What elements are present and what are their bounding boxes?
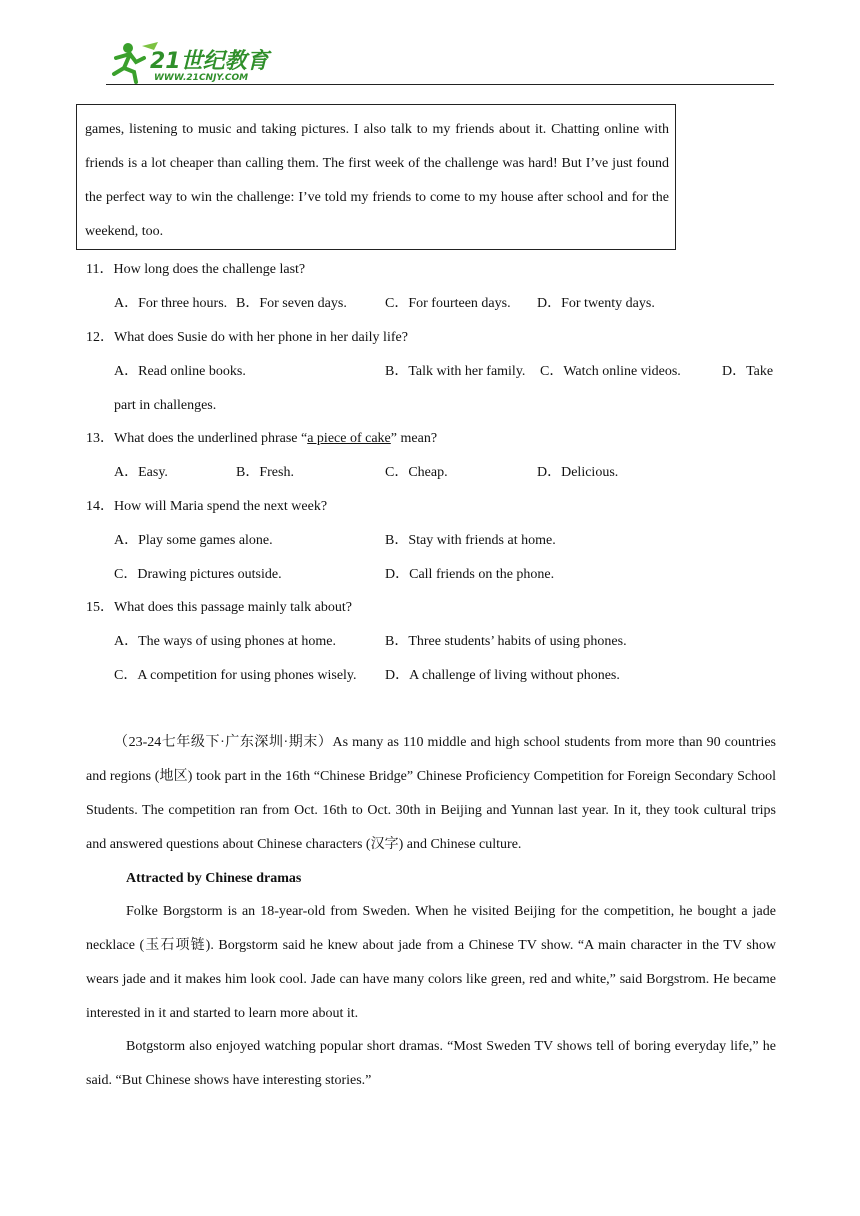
underlined-phrase: a piece of cake bbox=[307, 431, 391, 446]
question-11-option-c: C．For fourteen days. bbox=[385, 296, 511, 311]
passage2-paragraph-1: Folke Borgstorm is an 18-year-old from Sweden. When he visited Beijing for the competition, he bought a jade necklace (玉石项链). Borgstorm said he knew about jade from a Chinese TV show. “A main character in the TV show wears jade and it makes him look cool. Jade can have many colors like green, red and white,” said Borgstrom. He became interested in it and started to learn more about it. bbox=[86, 904, 776, 1021]
question-13-option-b: B．Fresh. bbox=[236, 465, 294, 480]
question-12-option-a: A．Read online books. bbox=[114, 364, 246, 379]
question-11-option-a: A．For three hours. bbox=[114, 296, 228, 311]
question-15-option-c: C．A competition for using phones wisely. bbox=[114, 668, 357, 683]
question-12-option-d-wrap: part in challenges. bbox=[114, 398, 217, 413]
question-13-option-d: D．Delicious. bbox=[537, 465, 619, 480]
question-12-option-d: D．Take bbox=[722, 364, 774, 379]
question-15-option-a: A．The ways of using phones at home. bbox=[114, 634, 337, 649]
question-12-option-c: C．Watch online videos. bbox=[540, 364, 681, 379]
question-12-stem: 12．What does Susie do with her phone in her daily life? bbox=[86, 330, 408, 345]
question-14-option-c: C．Drawing pictures outside. bbox=[114, 567, 282, 582]
question-13-stem-before: 13．What does the underlined phrase “ bbox=[86, 431, 308, 446]
question-15-option-b: B．Three students’ habits of using phones. bbox=[385, 634, 627, 649]
header-divider bbox=[106, 84, 774, 85]
passage-box-text: games, listening to music and taking pictures. I also talk to my friends about it. Chatting online with friends is a lot cheaper than calling them. The first week of the challenge was hard! But I’ve just found the perfect way to win the challenge: I’ve told my friends to come to my house after school and for the weekend, too. bbox=[85, 122, 669, 239]
question-11-option-d: D．For twenty days. bbox=[537, 296, 655, 311]
question-11-option-b: B．For seven days. bbox=[236, 296, 347, 311]
question-15-stem: 15．What does this passage mainly talk about? bbox=[86, 600, 352, 615]
question-13-option-c: C．Cheap. bbox=[385, 465, 448, 480]
site-logo bbox=[106, 40, 276, 84]
question-12-option-b: B．Talk with her family. bbox=[385, 364, 526, 379]
question-14-option-a: A．Play some games alone. bbox=[114, 533, 273, 548]
question-13-option-a: A．Easy. bbox=[114, 465, 168, 480]
passage2-intro: （23-24七年级下·广东深圳·期末）As many as 110 middle and high school students from more than 90 countries and regions (地区) took part in the 16th “Chinese Bridge” Chinese Proficiency Competition for Foreign Secondary School Students. The competition ran from Oct. 16th to Oct. 30th in Beijing and Yunnan last year. In it, they took cultural trips and answered questions about Chinese characters (汉字) and Chinese culture. bbox=[86, 735, 776, 852]
question-14-option-d: D．Call friends on the phone. bbox=[385, 567, 555, 582]
question-14-option-b: B．Stay with friends at home. bbox=[385, 533, 556, 548]
question-15-option-d: D．A challenge of living without phones. bbox=[385, 668, 620, 683]
logo-sub-text: WWW.21CNJY.COM bbox=[154, 73, 249, 83]
question-11-stem: 11．How long does the challenge last? bbox=[86, 262, 306, 277]
passage-box bbox=[76, 104, 676, 250]
passage2-paragraph-2: Botgstorm also enjoyed watching popular short dramas. “Most Sweden TV shows tell of boring everyday life,” he said. “But Chinese shows have interesting stories.” bbox=[86, 1039, 776, 1088]
question-14-stem: 14．How will Maria spend the next week? bbox=[86, 499, 328, 514]
question-13-stem-after: ” mean? bbox=[390, 431, 438, 446]
logo-main-text: 21世纪教育 bbox=[150, 49, 269, 74]
question-13-stem bbox=[86, 430, 437, 448]
passage2-heading: Attracted by Chinese dramas bbox=[126, 871, 302, 886]
